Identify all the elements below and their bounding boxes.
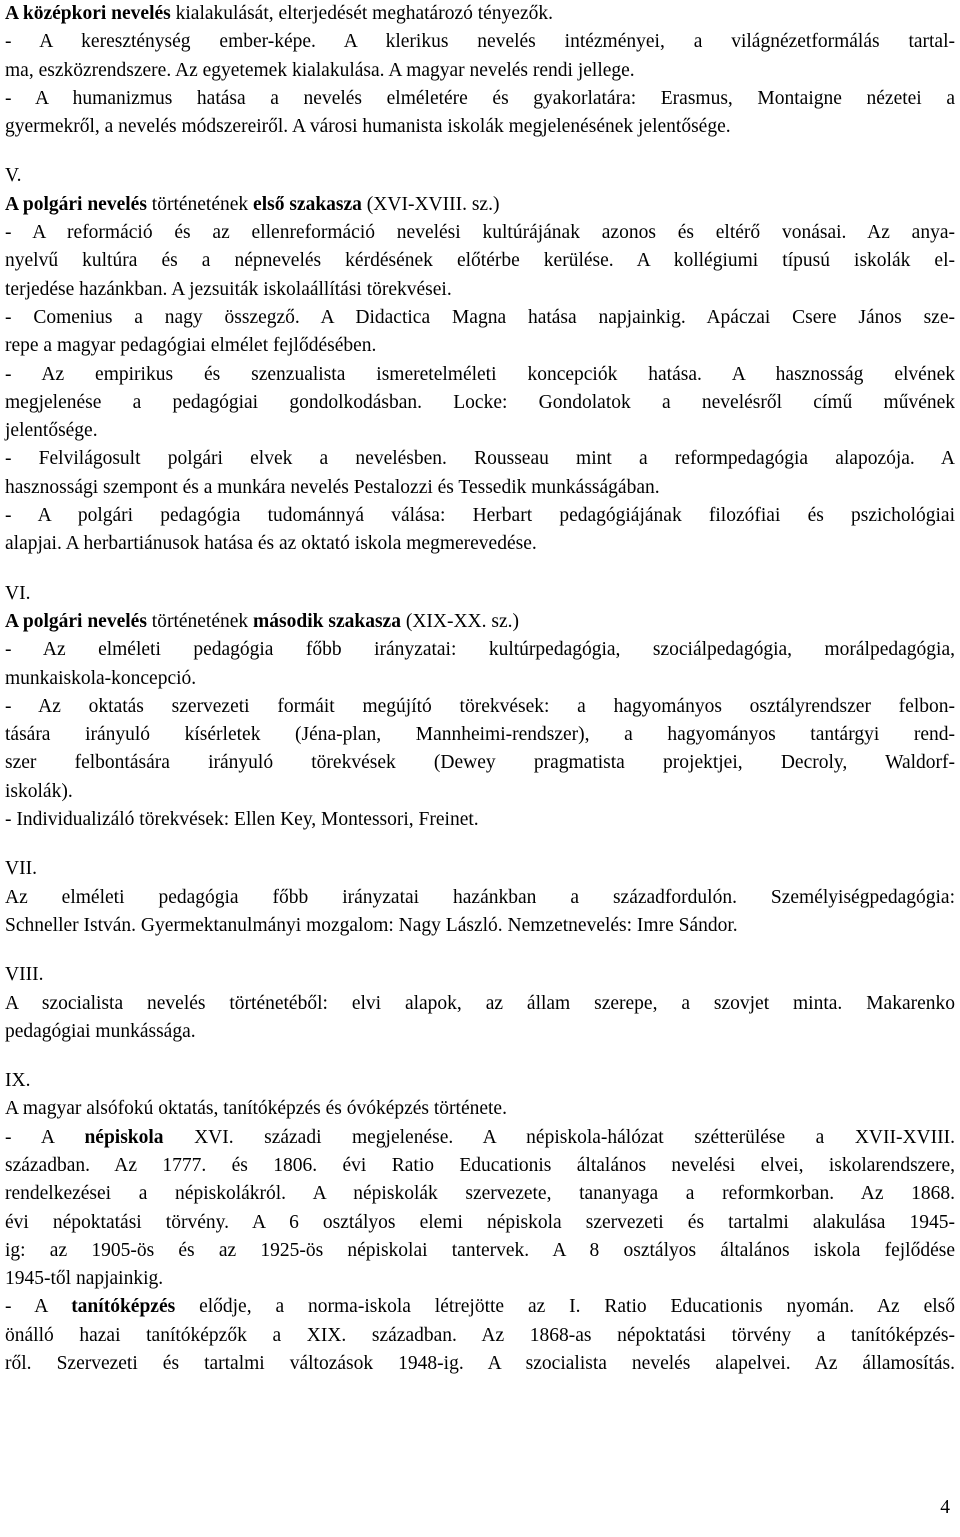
section-spacer <box>5 834 955 855</box>
text-line <box>5 28 955 56</box>
text-run: XVI. századi megjelenése. A népiskola-hálózat szétterülése a XVII-XVIII. <box>163 1126 955 1148</box>
text-line <box>5 636 955 664</box>
text-line <box>5 580 955 608</box>
text-run: kialakulását, elterjedését meghatározó tényezők. <box>170 3 553 24</box>
text-section <box>5 0 955 141</box>
text-run: A szocialista nevelés történetéből: elvi alapok, az állam szerepe, a szovjet minta. Makarenko <box>5 992 955 1014</box>
text-run: - Az elméleti pedagógia főbb irányzatai: kultúrpedagógia, szociálpedagógia, morálpedagógia, <box>5 639 955 661</box>
bold-text: második szakasza <box>253 610 401 632</box>
text-line <box>5 665 955 693</box>
text-run: ig: az 1905-ös és az 1925-ös népiskolai tantervek. A 8 osztályos általános iskola fejlődése <box>5 1239 955 1261</box>
text-run: - Individualizáló törekvések: Ellen Key, Montessori, Freinet. <box>5 809 479 831</box>
bold-text: A polgári nevelés <box>5 610 147 632</box>
text-line <box>5 162 955 190</box>
text-run: munkaiskola-koncepció. <box>5 667 197 689</box>
text-run: - A <box>5 1296 72 1318</box>
text-line <box>5 502 955 530</box>
text-run: ma, eszközrendszere. Az egyetemek kialakulása. A magyar nevelés rendi jellege. <box>5 59 635 81</box>
text-run: Schneller István. Gyermektanulmányi mozgalom: Nagy László. Nemzetnevelés: Imre Sándor. <box>5 914 738 936</box>
bold-text: népiskola <box>84 1126 164 1148</box>
bold-text: A középkori nevelés <box>5 3 171 24</box>
text-line <box>5 1322 955 1350</box>
text-line <box>5 113 955 141</box>
text-section <box>5 580 955 835</box>
text-line <box>5 608 955 636</box>
text-line <box>5 332 955 360</box>
text-run: - A polgári pedagógia tudománnyá válása: Herbart pedagógiájának filozófiai és pszichológiai <box>5 505 955 527</box>
text-run: tására irányuló kísérletek (Jéna-plan, Mannheimi-rendszer), a hagyományos tantárgyi rend- <box>5 724 955 746</box>
text-run: történetének <box>146 610 254 632</box>
text-run: évi népoktatási törvény. A 6 osztályos elemi népiskola szervezeti és tartalmi alakulása 1945- <box>5 1211 955 1233</box>
text-line <box>5 0 955 28</box>
text-run: IX. <box>5 1070 31 1092</box>
text-line <box>5 1095 955 1123</box>
text-run: VI. <box>5 582 31 604</box>
text-line <box>5 389 955 417</box>
text-run: iskolák). <box>5 780 73 802</box>
text-line <box>5 1209 955 1237</box>
text-line <box>5 1124 955 1152</box>
text-run: 1945-től napjainkig. <box>5 1268 164 1290</box>
text-run: VIII. <box>5 964 44 986</box>
text-line <box>5 191 955 219</box>
text-section <box>5 855 955 940</box>
text-line <box>5 778 955 806</box>
bold-text: tanítóképzés <box>71 1296 176 1318</box>
text-line <box>5 445 955 473</box>
text-line <box>5 990 955 1018</box>
text-line <box>5 1180 955 1208</box>
text-run: szer felbontására irányuló törekvések (Dewey pragmatista projektjei, Decroly, Waldorf- <box>5 752 955 774</box>
text-run: - Felvilágosult polgári elvek a nevelésben. Rousseau mint a reformpedagógia alapozója. A <box>5 448 955 470</box>
text-line <box>5 85 955 113</box>
text-run: hasznossági szempont és a munkára nevelés Pestalozzi és Tessedik munkásságában. <box>5 476 660 498</box>
page-number: 4 <box>940 1497 950 1518</box>
text-run: önálló hazai tanítóképzők a XIX. században. Az 1868-as népoktatási törvény a tanítóképzés- <box>5 1324 955 1346</box>
section-spacer <box>5 940 955 961</box>
text-line <box>5 247 955 275</box>
section-spacer <box>5 1046 955 1067</box>
text-run: repe a magyar pedagógiai elmélet fejlődésében. <box>5 335 377 357</box>
text-line <box>5 276 955 304</box>
text-section <box>5 961 955 1046</box>
text-line <box>5 693 955 721</box>
text-line <box>5 961 955 989</box>
text-line <box>5 749 955 777</box>
text-run: Az elméleti pedagógia főbb irányzatai hazánkban a századfordulón. Személyiségpedagógia: <box>5 886 955 908</box>
text-run: - Az empirikus és szenzualista ismeretelméleti koncepciók hatása. A hasznosság elvének <box>5 363 955 385</box>
text-run: terjedése hazánkban. A jezsuiták iskolaállítási törekvései. <box>5 278 452 300</box>
section-spacer <box>5 559 955 580</box>
text-line <box>5 1018 955 1046</box>
text-line <box>5 530 955 558</box>
text-run: - Comenius a nagy összegző. A Didactica Magna hatása napjainkig. Apáczai Csere János sze- <box>5 306 955 328</box>
text-run: században. Az 1777. és 1806. évi Ratio Educationis általános nevelési elvei, iskolarendszere, <box>5 1154 955 1176</box>
text-line <box>5 219 955 247</box>
text-line <box>5 304 955 332</box>
text-run: A magyar alsófokú oktatás, tanítóképzés és óvóképzés története. <box>5 1098 507 1120</box>
text-line <box>5 1237 955 1265</box>
text-run: rendelkezései a népiskolákról. A népiskolák szervezete, tananyaga a reformkorban. Az 1868. <box>5 1183 955 1205</box>
text-line <box>5 721 955 749</box>
text-run: nyelvű kultúra és a népnevelés kérdésének előtérbe kerülése. A kollégiumi típusú iskolák el- <box>5 250 955 272</box>
bold-text: első szakasza <box>253 193 362 215</box>
text-run: ről. Szervezeti és tartalmi változások 1948-ig. A szocialista nevelés alapelvei. Az államosítás. <box>5 1353 955 1375</box>
bold-text: A polgári nevelés <box>5 193 147 215</box>
text-line <box>5 1293 955 1321</box>
section-spacer <box>5 141 955 162</box>
text-run: megjelenése a pedagógiai gondolkodásban. Locke: Gondolatok a nevelésről című művének <box>5 391 955 413</box>
text-run: - A kereszténység ember-képe. A klerikus nevelés intézményei, a világnézetformálás tartal- <box>5 31 955 53</box>
text-run: alapjai. A herbartiánusok hatása és az oktató iskola megmerevedése. <box>5 533 537 555</box>
text-run: gyermekről, a nevelés módszereiről. A városi humanista iskolák megjelenésének jelentősége. <box>5 116 731 138</box>
text-run: (XIX-XX. sz.) <box>400 610 520 632</box>
text-run: V. <box>5 165 22 187</box>
text-run: - A humanizmus hatása a nevelés elméletére és gyakorlatára: Erasmus, Montaigne nézetei a <box>5 87 955 109</box>
text-line <box>5 361 955 389</box>
text-run: - Az oktatás szervezeti formáit megújító törekvések: a hagyományos osztályrendszer felbon- <box>5 695 955 717</box>
text-run: - A reformáció és az ellenreformáció nevelési kultúrájának azonos és eltérő vonásai. Az anya- <box>5 222 955 244</box>
text-line <box>5 1152 955 1180</box>
text-line <box>5 1067 955 1095</box>
text-section <box>5 162 955 558</box>
text-line <box>5 806 955 834</box>
text-run: pedagógiai munkássága. <box>5 1020 196 1042</box>
text-line <box>5 417 955 445</box>
text-line <box>5 474 955 502</box>
text-line <box>5 57 955 85</box>
document-page <box>5 0 955 1378</box>
text-run: elődje, a norma-iskola létrejötte az I. Ratio Educationis nyomán. Az első <box>175 1296 955 1318</box>
text-run: (XVI-XVIII. sz.) <box>361 193 500 215</box>
text-line <box>5 912 955 940</box>
text-line <box>5 1350 955 1378</box>
text-line <box>5 855 955 883</box>
text-run: jelentősége. <box>5 420 98 442</box>
text-run: VII. <box>5 858 37 880</box>
text-run: - A <box>5 1126 85 1148</box>
text-section <box>5 1067 955 1378</box>
text-line <box>5 884 955 912</box>
text-run: történetének <box>146 193 254 215</box>
text-line <box>5 1265 955 1293</box>
